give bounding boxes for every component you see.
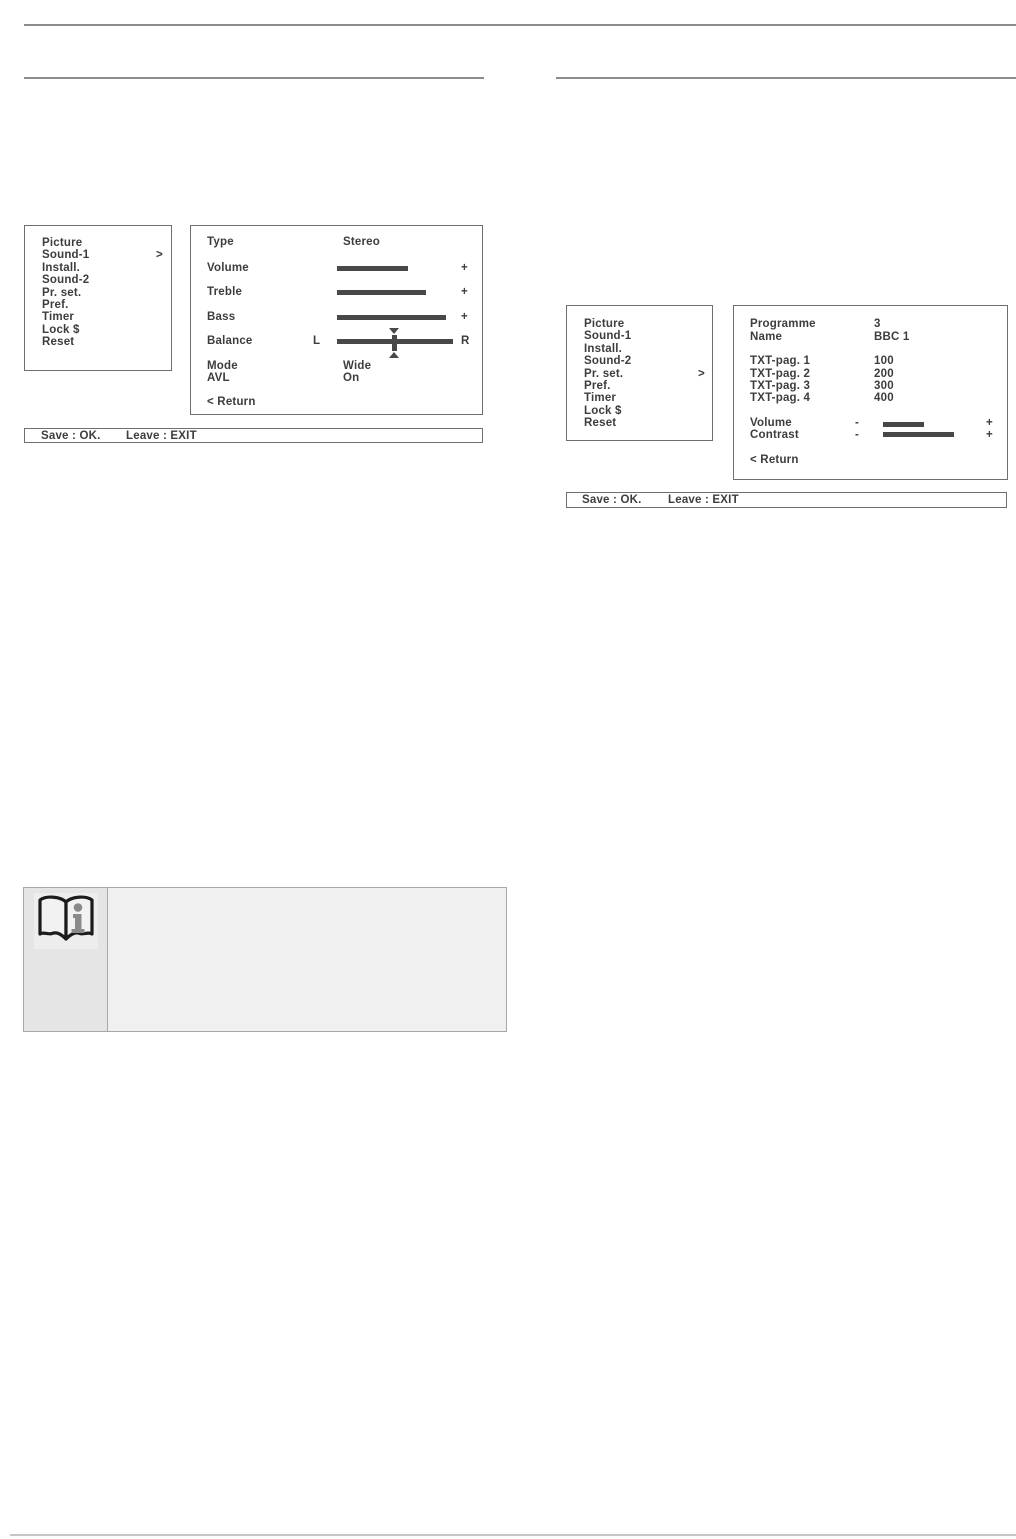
- mode-value: Wide: [343, 360, 372, 372]
- volume-plus[interactable]: +: [986, 417, 993, 429]
- balance-marker-arrow-down-icon: [389, 328, 399, 334]
- volume-label: Volume: [750, 417, 792, 429]
- save-hint: Save : OK.: [41, 430, 101, 442]
- programme-value: 3: [874, 318, 881, 330]
- return-link[interactable]: < Return: [207, 396, 256, 408]
- programme-label: Programme: [750, 318, 816, 330]
- preset-osd-statusbar: [566, 492, 1007, 508]
- treble-plus[interactable]: +: [461, 286, 468, 298]
- balance-marker-arrow-up-icon: [389, 352, 399, 358]
- name-value: BBC 1: [874, 331, 910, 343]
- mode-label: Mode: [207, 360, 238, 372]
- return-link[interactable]: < Return: [750, 454, 799, 466]
- menu-item-label: Pr. set.: [42, 286, 82, 299]
- divider-line-bottom: [10, 1534, 1016, 1536]
- menu-item-lock[interactable]: [567, 405, 712, 417]
- open-book-info-icon: [34, 893, 98, 949]
- menu-item-pr-set[interactable]: [567, 368, 712, 380]
- menu-item-reset[interactable]: [567, 417, 712, 429]
- menu-item-pr-set[interactable]: [25, 287, 171, 299]
- menu-item-label: Pr. set.: [584, 367, 624, 380]
- menu-item-label: Pref.: [584, 379, 611, 392]
- contrast-label: Contrast: [750, 429, 799, 441]
- menu-item-label: Sound-2: [584, 355, 632, 368]
- balance-marker-knob: [392, 335, 397, 351]
- menu-item-label: Pref.: [42, 298, 69, 311]
- menu-item-reset[interactable]: [25, 336, 171, 348]
- menu-item-label: Picture: [42, 237, 83, 249]
- menu-item-label: Sound-2: [42, 274, 90, 287]
- menu-item-label: Install.: [42, 261, 81, 274]
- sound-osd-statusbar: [24, 428, 483, 443]
- balance-label: Balance: [207, 335, 253, 347]
- contrast-minus[interactable]: -: [855, 429, 860, 441]
- menu-item-label: Picture: [584, 318, 625, 330]
- divider-line-top: [24, 24, 1016, 26]
- sound-osd-menu-box: [24, 225, 172, 371]
- menu-item-label: Lock $: [584, 404, 622, 417]
- bass-plus[interactable]: +: [461, 311, 468, 323]
- menu-item-install[interactable]: [567, 343, 712, 355]
- menu-item-label: Reset: [42, 336, 75, 349]
- balance-left-label: L: [313, 335, 321, 347]
- menu-item-sound-1[interactable]: [25, 249, 171, 261]
- menu-item-label: Install.: [584, 342, 623, 355]
- txt-page-2-label: TXT-pag. 2: [750, 368, 811, 380]
- txt-page-1-value: 100: [874, 355, 894, 367]
- menu-item-label: Sound-1: [42, 249, 90, 262]
- selected-arrow-icon: >: [156, 249, 163, 262]
- contrast-slider[interactable]: [883, 432, 954, 437]
- menu-item-label: Reset: [584, 417, 617, 430]
- bass-label: Bass: [207, 311, 236, 323]
- volume-minus[interactable]: -: [855, 417, 860, 429]
- selected-arrow-icon: >: [698, 367, 705, 380]
- save-hint: Save : OK.: [582, 494, 642, 506]
- menu-item-label: Timer: [584, 392, 617, 405]
- type-value: Stereo: [343, 236, 380, 248]
- treble-slider[interactable]: [337, 290, 426, 295]
- menu-item-picture[interactable]: [25, 237, 171, 249]
- treble-label: Treble: [207, 286, 243, 298]
- volume-plus[interactable]: +: [461, 262, 468, 274]
- menu-item-pref[interactable]: [25, 299, 171, 311]
- preset-osd-menu-box: [566, 305, 713, 441]
- txt-page-4-label: TXT-pag. 4: [750, 392, 811, 404]
- menu-item-install[interactable]: [25, 262, 171, 274]
- balance-right-label: R: [461, 335, 470, 347]
- sound-settings-panel: [190, 225, 483, 415]
- menu-item-label: Lock $: [42, 323, 80, 336]
- txt-page-2-value: 200: [874, 368, 894, 380]
- menu-item-sound-2[interactable]: [567, 355, 712, 367]
- menu-item-timer[interactable]: [567, 392, 712, 404]
- menu-item-timer[interactable]: [25, 311, 171, 323]
- txt-page-3-value: 300: [874, 380, 894, 392]
- divider-line-left-column: [24, 77, 484, 79]
- balance-marker[interactable]: [389, 328, 399, 358]
- avl-value: On: [343, 372, 360, 384]
- avl-label: AVL: [207, 372, 230, 384]
- txt-page-3-label: TXT-pag. 3: [750, 380, 811, 392]
- txt-page-4-value: 400: [874, 392, 894, 404]
- menu-item-label: Timer: [42, 311, 75, 324]
- menu-item-pref[interactable]: [567, 380, 712, 392]
- type-label: Type: [207, 236, 234, 248]
- name-label: Name: [750, 331, 783, 343]
- menu-item-sound-2[interactable]: [25, 274, 171, 286]
- leave-hint: Leave : EXIT: [668, 494, 739, 506]
- divider-line-right-column: [556, 77, 1016, 79]
- txt-page-1-label: TXT-pag. 1: [750, 355, 811, 367]
- menu-item-lock[interactable]: [25, 324, 171, 336]
- info-note-box: [23, 887, 507, 1032]
- info-note-icon-column: [24, 888, 108, 1031]
- menu-item-sound-1[interactable]: [567, 330, 712, 342]
- menu-item-picture[interactable]: [567, 318, 712, 330]
- volume-slider[interactable]: [337, 266, 408, 271]
- contrast-plus[interactable]: +: [986, 429, 993, 441]
- leave-hint: Leave : EXIT: [126, 430, 197, 442]
- menu-item-label: Sound-1: [584, 330, 632, 343]
- bass-slider[interactable]: [337, 315, 446, 320]
- volume-slider[interactable]: [883, 422, 924, 427]
- volume-label: Volume: [207, 262, 249, 274]
- preset-settings-panel: [733, 305, 1008, 480]
